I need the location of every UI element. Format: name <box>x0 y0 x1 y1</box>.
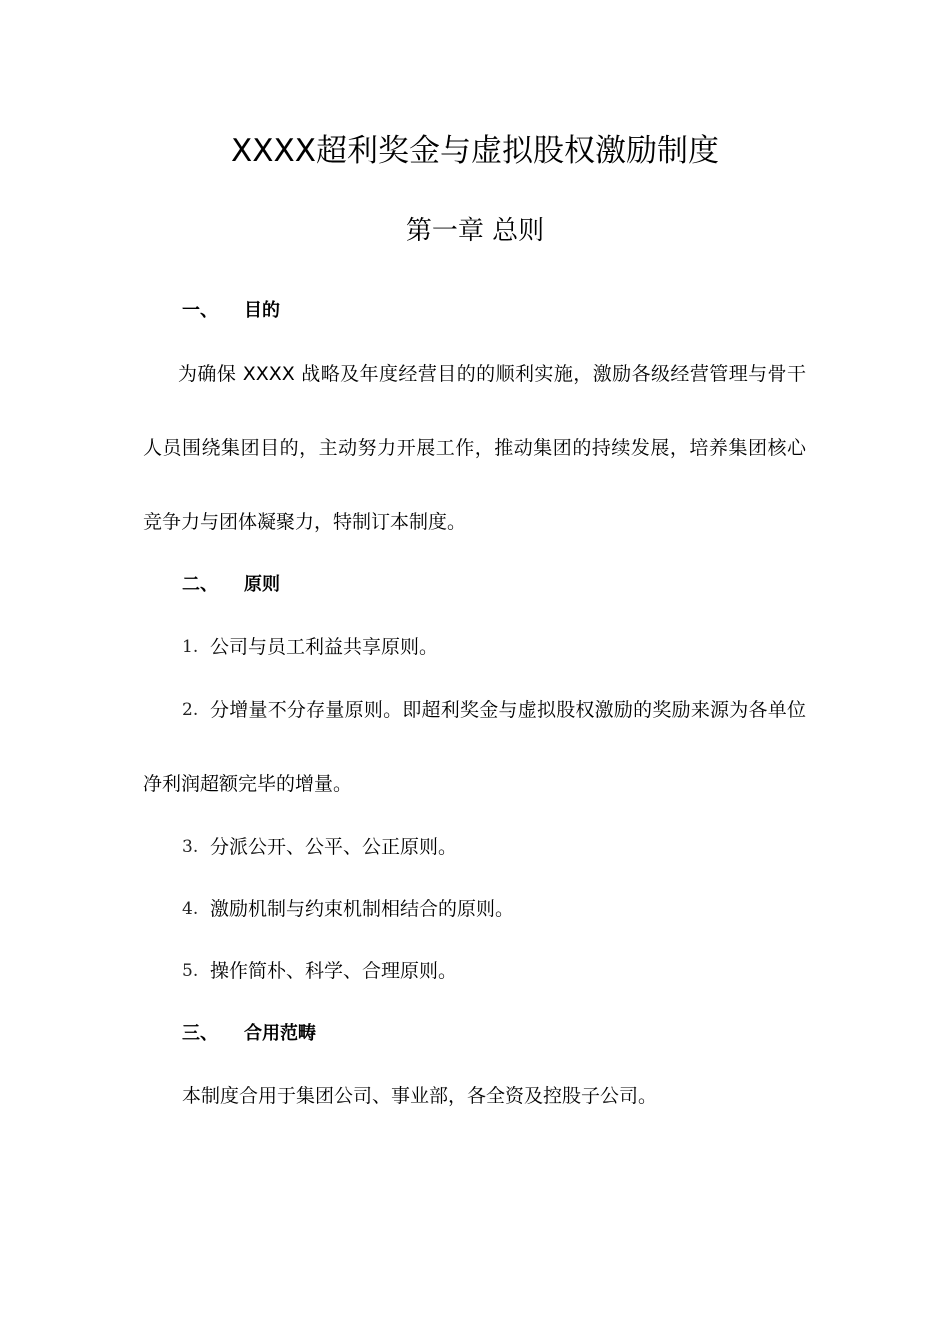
list-item-continuation: 净利润超额完毕的增量。 <box>143 773 353 795</box>
section-number: 三、 <box>182 1023 218 1044</box>
section-number: 一、 <box>182 300 218 321</box>
paragraph-line: 人员围绕集团目的，主动努力开展工作，推动集团的持续发展，培养集团核心 <box>143 437 806 459</box>
document-title: XXXX超利奖金与虚拟股权激励制度 <box>231 133 719 169</box>
list-item: 分派公开、公平、公正原则。 <box>210 836 458 858</box>
paragraph-line: 本制度合用于集团公司、事业部，各全资及控股子公司。 <box>182 1085 658 1107</box>
list-item-number: 1. <box>182 637 199 657</box>
list-item: 公司与员工利益共享原则。 <box>210 636 439 658</box>
list-item: 激励机制与约束机制相结合的原则。 <box>210 898 515 920</box>
list-item-number: 5. <box>182 961 199 981</box>
list-item: 分增量不分存量原则。即超利奖金与虚拟股权激励的奖励来源为各单位 <box>210 699 806 721</box>
paragraph-line: 竞争力与团体凝聚力，特制订本制度。 <box>143 511 467 533</box>
section-number: 二、 <box>182 574 218 595</box>
list-item-number: 3. <box>182 837 199 857</box>
list-item-number: 2. <box>182 700 199 720</box>
list-item-number: 4. <box>182 899 199 919</box>
section-title: 原则 <box>244 574 280 595</box>
section-title: 合用范畴 <box>244 1023 316 1044</box>
chapter-heading: 第一章 总则 <box>405 216 545 246</box>
list-item: 操作简朴、科学、合理原则。 <box>210 960 458 982</box>
section-title: 目的 <box>244 300 280 321</box>
paragraph-line: 为确保 XXXX 战略及年度经营目的的顺利实施，激励各级经营管理与骨干 <box>178 363 806 385</box>
